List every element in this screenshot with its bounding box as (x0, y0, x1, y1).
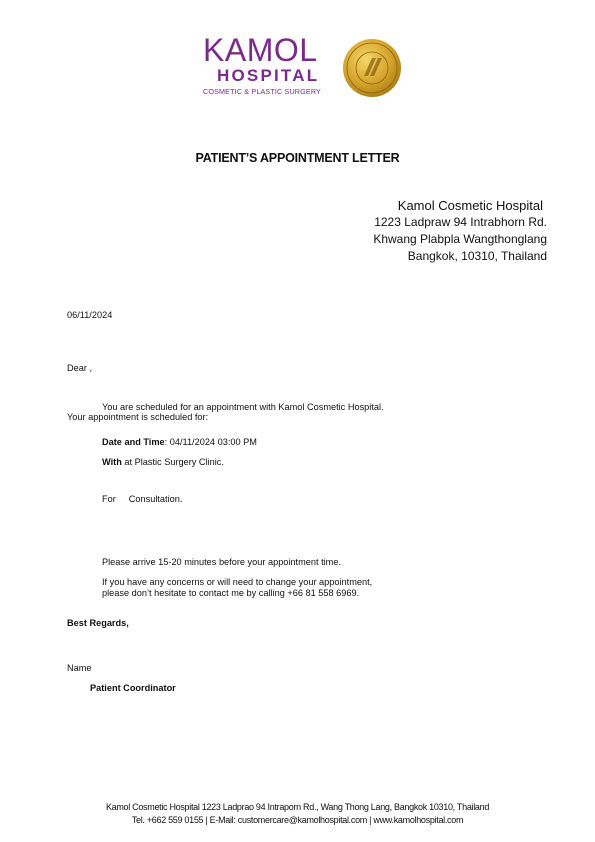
footer-address: Kamol Cosmetic Hospital 1223 Ladprao 94 Intraporn Rd., Wang Thong Lang, Bangkok 10310, Thailand (105, 802, 490, 812)
datetime-label: Date and Time (102, 437, 165, 447)
signer-name: Name (67, 663, 92, 673)
appointment-for (102, 494, 182, 505)
with-value: at Plastic Surgery Clinic. (121, 457, 224, 467)
intro-line-1: You are scheduled for an appointment with Kamol Cosmetic Hospital. (102, 402, 384, 412)
with-label: With (102, 457, 122, 467)
salutation: Dear , (67, 363, 93, 373)
logo-hospital-text: HOSPITAL (217, 66, 320, 85)
datetime-value: : 04/11/2024 03:00 PM (164, 437, 257, 447)
logo-tagline: COSMETIC & PLASTIC SURGERY (203, 87, 321, 96)
for-value: Consultation. (128, 494, 183, 504)
closing: Best Regards, (67, 618, 129, 628)
address-line-2: Khwang Plabpla Wangthonglang (373, 232, 547, 246)
address-line-1: 1223 Ladpraw 94 Intrabhorn Rd. (374, 215, 547, 229)
appointment-datetime (102, 437, 257, 448)
logo-brand-text: KAMOL (203, 32, 318, 68)
accreditation-seal-icon (342, 38, 402, 98)
intro-line-2: Your appointment is scheduled for: (67, 412, 209, 422)
signer-title: Patient Coordinator (90, 683, 176, 693)
letter-title: PATIENT’S APPOINTMENT LETTER (195, 151, 400, 165)
footer-contact: Tel. +662 559 0155 | E-Mail: customercare@kamolhospital.com | www.kamolhospital.com (131, 815, 464, 825)
hospital-name: Kamol Cosmetic Hospital (397, 198, 543, 213)
arrival-note: Please arrive 15-20 minutes before your appointment time. (102, 557, 342, 567)
for-label: For (102, 494, 116, 504)
address-line-3: Bangkok, 10310, Thailand (407, 249, 547, 263)
appointment-with (102, 457, 224, 468)
concern-line-2: please don’t hesitate to contact me by calling +66 81 558 6969. (102, 588, 360, 598)
concern-line-1: If you have any concerns or will need to change your appointment, (102, 577, 373, 587)
letter-date: 06/11/2024 (67, 310, 113, 320)
hospital-logo (203, 32, 333, 98)
